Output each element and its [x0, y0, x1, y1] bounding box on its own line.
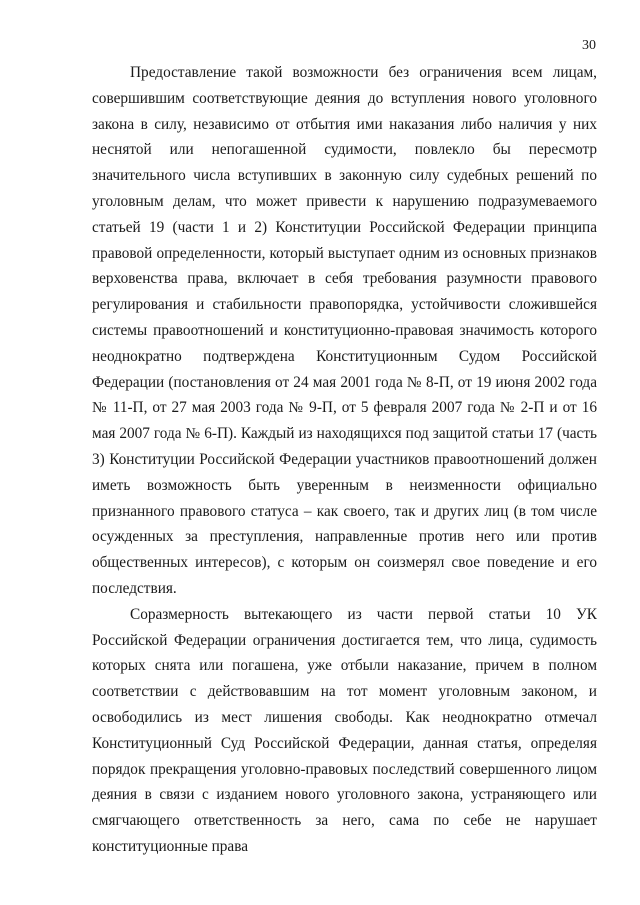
page-number: 30 — [582, 38, 596, 53]
paragraph-1: Предоставление такой возможности без ограничения всем лицам, совершившим соответствующие деяния до вступления нового уголовного закона в силу, независимо от отбытия ими наказания либо наличия у них неснятой или непогашенной судимости, повлекло бы пересмотр значительного числа вступивших в законную силу судебных решений по уголовным делам, что может привести к нарушению подразумеваемого статьей 19 (части 1 и 2) Конституции Российской Федерации принципа правовой определенности, который выступает одним из основных признаков верховенства права, включает в себя требования разумности правового регулирования и стабильности правопорядка, устойчивости сложившейся системы правоотношений и конституционно-правовая значимость которого неоднократно подтверждена Конституционным Судом Российской Федерации (постановления от 24 мая 2001 года № 8-П, от 19 июня 2002 года № 11-П, от 27 мая 2003 года № 9-П, от 5 февраля 2007 года № 2-П и от 16 мая 2007 года № 6-П). Каждый из находящихся под защитой статьи 17 (часть 3) Конституции Российской Федерации участников правоотношений должен иметь возможность быть уверенным в неизменности официально признанного правового статуса – как своего, так и других лиц (в том числе осужденных за преступления, направленные против него или против общественных интересов), с которым он соизмерял свое поведение и его последствия. — [92, 64, 597, 597]
document-body — [92, 60, 597, 860]
paragraph-2: Соразмерность вытекающего из части первой статьи 10 УК Российской Федерации ограничения достигается тем, что лица, судимость которых снята или погашена, уже отбыли наказание, причем в полном соответствии с действовавшим на тот момент уголовным законом, и освободились из мест лишения свободы. Как неоднократно отмечал Конституционный Суд Российской Федерации, данная статья, определяя порядок прекращения уголовно-правовых последствий совершенного лицом деяния в связи с изданием нового уголовного закона, устраняющего или смягчающего ответственность за него, сама по себе не нарушает конституционные права — [92, 605, 597, 855]
